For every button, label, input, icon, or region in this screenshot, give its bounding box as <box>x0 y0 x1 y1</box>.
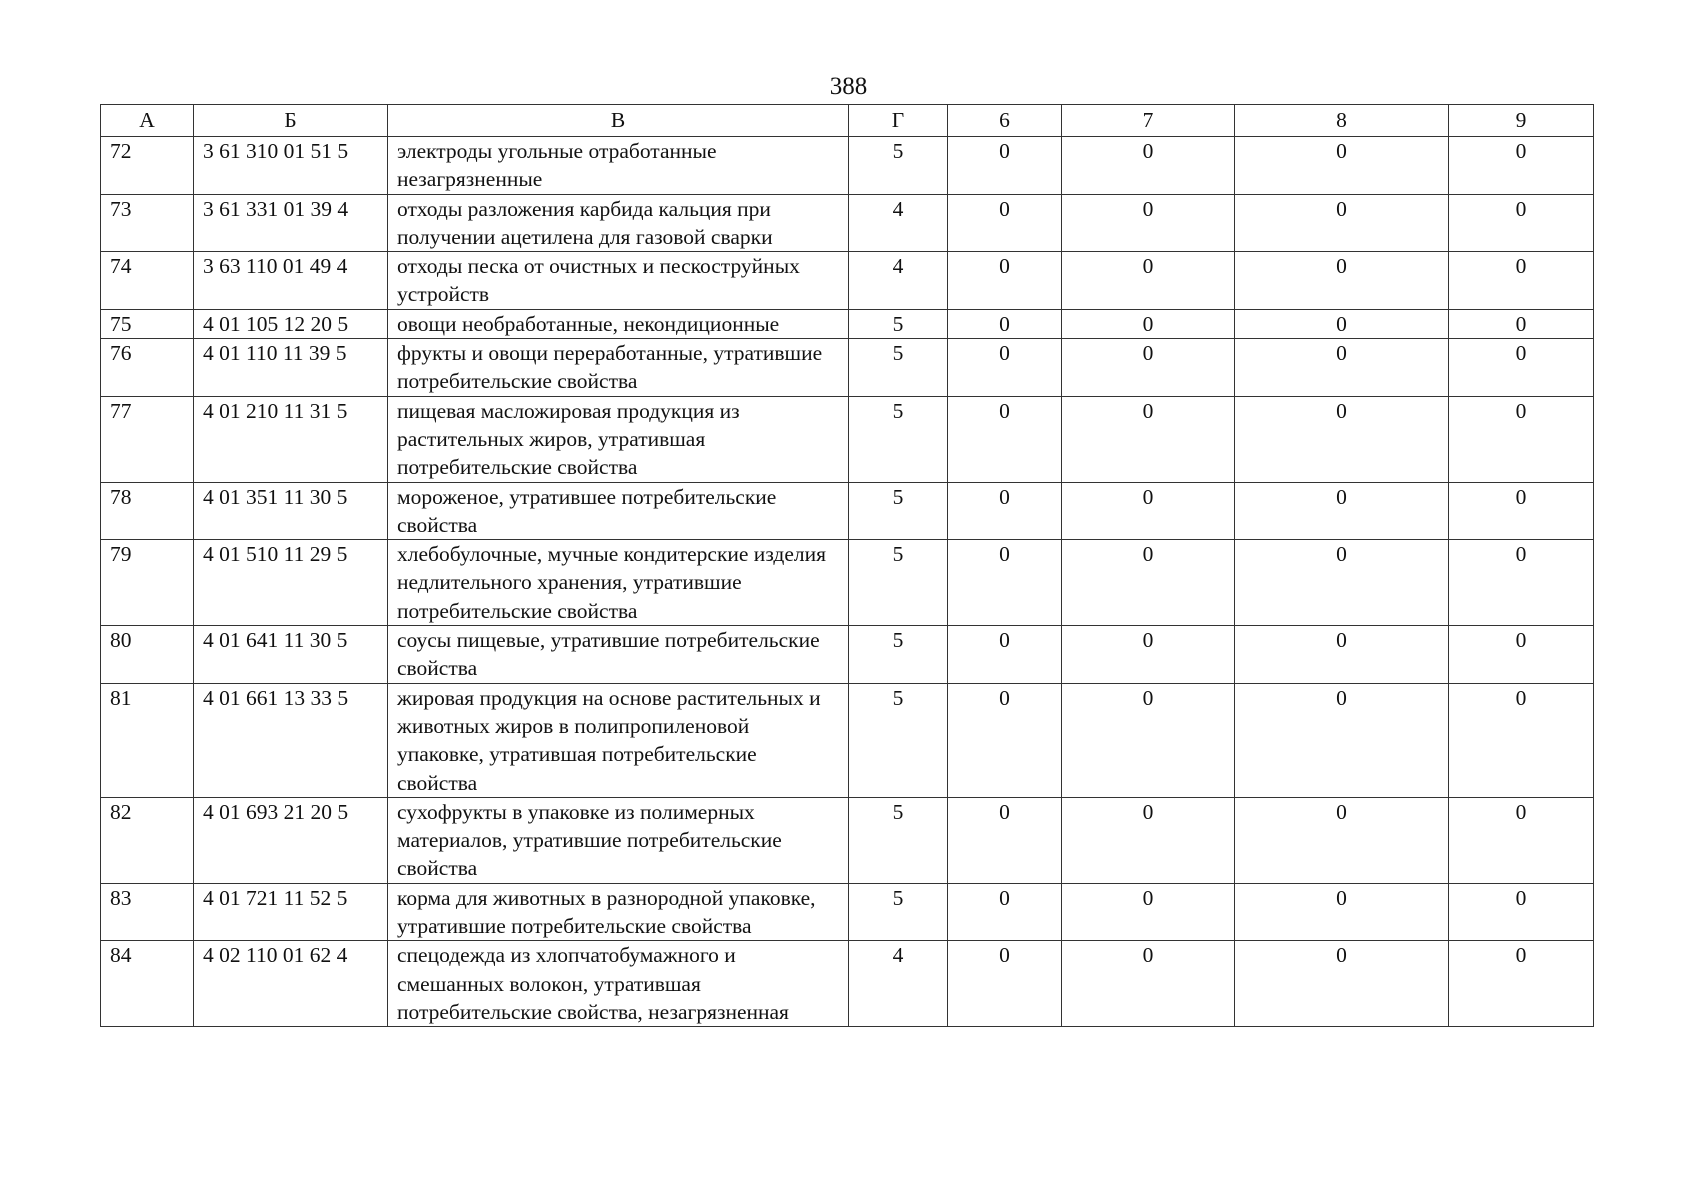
value-cell-7: 0 <box>1062 396 1235 482</box>
row-number-cell: 75 <box>101 309 194 338</box>
value-cell-7: 0 <box>1062 797 1235 883</box>
value-cell-8: 0 <box>1235 941 1449 1027</box>
waste-name-cell: сухофрукты в упаковке из полимерных материалов, утратившие потребительские свойства <box>388 797 849 883</box>
table-row <box>101 482 1594 540</box>
waste-code-cell: 3 61 331 01 39 4 <box>194 194 388 252</box>
table-row <box>101 683 1594 797</box>
table-row <box>101 252 1594 310</box>
waste-code-cell: 4 01 510 11 29 5 <box>194 540 388 626</box>
value-cell-8: 0 <box>1235 683 1449 797</box>
value-cell-6: 0 <box>948 540 1062 626</box>
value-cell-7: 0 <box>1062 540 1235 626</box>
row-number-cell: 78 <box>101 482 194 540</box>
header-cell-6: 6 <box>948 105 1062 137</box>
value-cell-8: 0 <box>1235 252 1449 310</box>
waste-code-cell: 4 01 721 11 52 5 <box>194 883 388 941</box>
value-cell-8: 0 <box>1235 540 1449 626</box>
value-cell-9: 0 <box>1449 137 1594 195</box>
waste-code-cell: 4 01 110 11 39 5 <box>194 339 388 397</box>
row-number-cell: 72 <box>101 137 194 195</box>
waste-code-cell: 4 01 105 12 20 5 <box>194 309 388 338</box>
waste-code-cell: 4 02 110 01 62 4 <box>194 941 388 1027</box>
value-cell-8: 0 <box>1235 309 1449 338</box>
header-cell-7: 7 <box>1062 105 1235 137</box>
value-cell-6: 0 <box>948 396 1062 482</box>
row-number-cell: 82 <box>101 797 194 883</box>
waste-name-cell: хлебобулочные, мучные кондитерские изделия недлительного хранения, утратившие потребительские свойства <box>388 540 849 626</box>
waste-code-cell: 4 01 351 11 30 5 <box>194 482 388 540</box>
waste-name-cell: соусы пищевые, утратившие потребительские свойства <box>388 626 849 684</box>
value-cell-7: 0 <box>1062 626 1235 684</box>
value-cell-7: 0 <box>1062 309 1235 338</box>
table-row <box>101 883 1594 941</box>
hazard-class-cell: 5 <box>849 339 948 397</box>
value-cell-7: 0 <box>1062 883 1235 941</box>
row-number-cell: 80 <box>101 626 194 684</box>
row-number-cell: 81 <box>101 683 194 797</box>
table-row <box>101 339 1594 397</box>
waste-code-cell: 4 01 210 11 31 5 <box>194 396 388 482</box>
value-cell-7: 0 <box>1062 137 1235 195</box>
value-cell-9: 0 <box>1449 252 1594 310</box>
waste-code-cell: 3 61 310 01 51 5 <box>194 137 388 195</box>
hazard-class-cell: 5 <box>849 540 948 626</box>
value-cell-7: 0 <box>1062 941 1235 1027</box>
hazard-class-cell: 5 <box>849 396 948 482</box>
header-cell-v: В <box>388 105 849 137</box>
value-cell-9: 0 <box>1449 941 1594 1027</box>
row-number-cell: 74 <box>101 252 194 310</box>
value-cell-9: 0 <box>1449 482 1594 540</box>
hazard-class-cell: 5 <box>849 482 948 540</box>
table-body <box>101 137 1594 1027</box>
header-cell-9: 9 <box>1449 105 1594 137</box>
value-cell-7: 0 <box>1062 252 1235 310</box>
value-cell-8: 0 <box>1235 194 1449 252</box>
waste-name-cell: отходы песка от очистных и пескоструйных устройств <box>388 252 849 310</box>
hazard-class-cell: 5 <box>849 626 948 684</box>
waste-name-cell: мороженое, утратившее потребительские свойства <box>388 482 849 540</box>
row-number-cell: 84 <box>101 941 194 1027</box>
value-cell-9: 0 <box>1449 540 1594 626</box>
table-row <box>101 194 1594 252</box>
value-cell-7: 0 <box>1062 194 1235 252</box>
value-cell-8: 0 <box>1235 626 1449 684</box>
waste-code-cell: 4 01 641 11 30 5 <box>194 626 388 684</box>
value-cell-6: 0 <box>948 339 1062 397</box>
value-cell-9: 0 <box>1449 194 1594 252</box>
waste-name-cell: овощи необработанные, некондиционные <box>388 309 849 338</box>
row-number-cell: 77 <box>101 396 194 482</box>
waste-code-cell: 3 63 110 01 49 4 <box>194 252 388 310</box>
value-cell-9: 0 <box>1449 797 1594 883</box>
page-number: 388 <box>829 73 868 100</box>
hazard-class-cell: 5 <box>849 797 948 883</box>
hazard-class-cell: 5 <box>849 883 948 941</box>
value-cell-6: 0 <box>948 137 1062 195</box>
value-cell-7: 0 <box>1062 482 1235 540</box>
value-cell-8: 0 <box>1235 137 1449 195</box>
hazard-class-cell: 5 <box>849 309 948 338</box>
value-cell-6: 0 <box>948 626 1062 684</box>
table-row <box>101 941 1594 1027</box>
value-cell-8: 0 <box>1235 797 1449 883</box>
waste-table <box>100 104 1594 1027</box>
header-cell-b: Б <box>194 105 388 137</box>
waste-name-cell: пищевая масложировая продукция из растительных жиров, утратившая потребительские свойства <box>388 396 849 482</box>
value-cell-9: 0 <box>1449 883 1594 941</box>
hazard-class-cell: 4 <box>849 252 948 310</box>
header-cell-g: Г <box>849 105 948 137</box>
value-cell-6: 0 <box>948 482 1062 540</box>
value-cell-6: 0 <box>948 252 1062 310</box>
value-cell-8: 0 <box>1235 396 1449 482</box>
waste-name-cell: корма для животных в разнородной упаковке, утратившие потребительские свойства <box>388 883 849 941</box>
value-cell-6: 0 <box>948 797 1062 883</box>
value-cell-9: 0 <box>1449 339 1594 397</box>
table-row <box>101 626 1594 684</box>
header-cell-a: А <box>101 105 194 137</box>
row-number-cell: 76 <box>101 339 194 397</box>
row-number-cell: 73 <box>101 194 194 252</box>
value-cell-9: 0 <box>1449 396 1594 482</box>
table-header <box>101 105 1594 137</box>
waste-code-cell: 4 01 693 21 20 5 <box>194 797 388 883</box>
hazard-class-cell: 5 <box>849 137 948 195</box>
waste-code-cell: 4 01 661 13 33 5 <box>194 683 388 797</box>
table-row <box>101 396 1594 482</box>
hazard-class-cell: 5 <box>849 683 948 797</box>
waste-name-cell: электроды угольные отработанные незагрязненные <box>388 137 849 195</box>
waste-name-cell: фрукты и овощи переработанные, утратившие потребительские свойства <box>388 339 849 397</box>
waste-name-cell: отходы разложения карбида кальция при получении ацетилена для газовой сварки <box>388 194 849 252</box>
waste-name-cell: спецодежда из хлопчатобумажного и смешанных волокон, утратившая потребительские свойства, незагрязненная <box>388 941 849 1027</box>
table-row <box>101 540 1594 626</box>
value-cell-8: 0 <box>1235 339 1449 397</box>
value-cell-6: 0 <box>948 194 1062 252</box>
value-cell-6: 0 <box>948 941 1062 1027</box>
value-cell-8: 0 <box>1235 482 1449 540</box>
value-cell-6: 0 <box>948 309 1062 338</box>
header-cell-8: 8 <box>1235 105 1449 137</box>
row-number-cell: 83 <box>101 883 194 941</box>
value-cell-6: 0 <box>948 883 1062 941</box>
table-row <box>101 797 1594 883</box>
value-cell-9: 0 <box>1449 683 1594 797</box>
value-cell-8: 0 <box>1235 883 1449 941</box>
value-cell-9: 0 <box>1449 309 1594 338</box>
value-cell-6: 0 <box>948 683 1062 797</box>
value-cell-9: 0 <box>1449 626 1594 684</box>
row-number-cell: 79 <box>101 540 194 626</box>
table-row <box>101 309 1594 338</box>
header-row <box>101 105 1594 137</box>
waste-name-cell: жировая продукция на основе растительных и животных жиров в полипропиленовой упаковке, утратившая потребительские свойства <box>388 683 849 797</box>
table-row <box>101 137 1594 195</box>
value-cell-7: 0 <box>1062 683 1235 797</box>
hazard-class-cell: 4 <box>849 194 948 252</box>
value-cell-7: 0 <box>1062 339 1235 397</box>
hazard-class-cell: 4 <box>849 941 948 1027</box>
